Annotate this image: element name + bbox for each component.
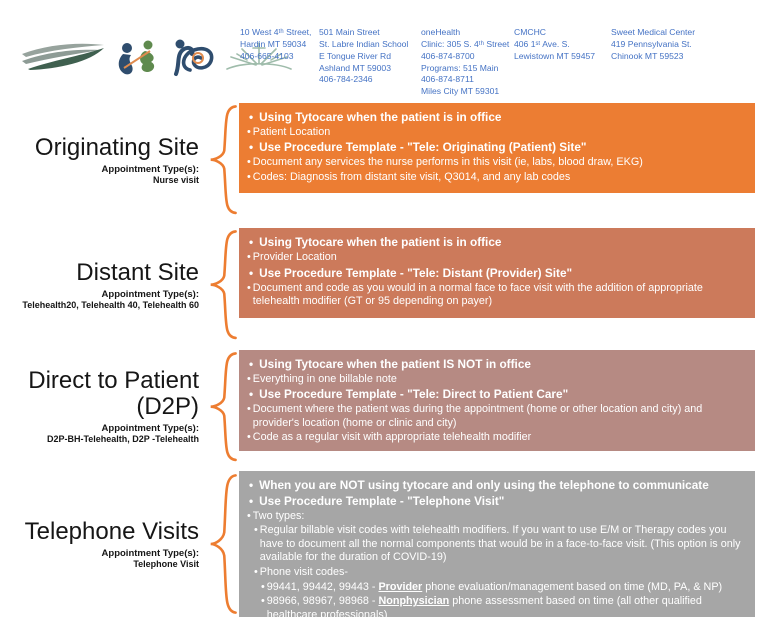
bullet-marker: • [261, 580, 265, 593]
bullet-text: Using Tytocare when the patient IS NOT in office [259, 356, 531, 371]
bullet-text: Use Procedure Template - "Tele: Direct to Patient Care" [259, 387, 569, 402]
bullet-text: Regular billable visit codes with telehealth modifiers. If you want to use E/M or Therapy codes you have to document all the normal components that would be in a face-to-face visit. (This option is only available for the duration of COVID-19) [259, 524, 741, 564]
bullet-item [261, 581, 747, 595]
section-originating-site [0, 103, 755, 216]
address-line: 419 Pennsylvania St. [611, 38, 692, 49]
bullet-item [247, 251, 747, 265]
bullet-text: Using Tytocare when the patient is in office [259, 235, 502, 250]
bullet-text: Everything in one billable note [252, 372, 397, 385]
bullet-segment: Nonphysician [378, 595, 450, 608]
section-label [0, 471, 205, 617]
brace-icon [205, 103, 239, 216]
bullet-item [247, 403, 747, 430]
appointment-type-label: Appointment Type(s): [101, 423, 199, 435]
bullet-marker: • [249, 493, 254, 508]
brace-icon [205, 350, 239, 463]
swoosh-logo [16, 36, 108, 80]
bullet-item [247, 282, 747, 309]
address-line: Hardin MT 59034 [240, 38, 307, 49]
section-title: Distant Site [76, 259, 199, 287]
bullet-item [247, 357, 747, 372]
bullet-item [254, 524, 747, 565]
section-title: Originating Site [34, 133, 199, 161]
bullet-item [247, 431, 747, 445]
address-line: 501 Main Street [319, 27, 380, 37]
bullet-item [247, 235, 747, 250]
section-label [0, 228, 205, 341]
bullet-marker: • [249, 110, 254, 124]
bullet-segment: 98966, 98967, 98968 - [266, 595, 379, 608]
bullet-segment: phone assessment based on time (all other qualified healthcare professionals) [266, 595, 702, 621]
two-people-logo [115, 36, 161, 80]
bullet-text: When you are NOT using tytocare and only using the telephone to communicate [259, 477, 709, 492]
section-box [239, 471, 755, 621]
bullet-marker: • [249, 477, 254, 492]
bullet-text: Use Procedure Template - "Tele: Distant (Provider) Site" [259, 265, 573, 280]
bullet-segment: 99441, 99442, 99443 - [266, 580, 379, 593]
bullet-marker: • [247, 281, 251, 294]
address-line: 406-665-4103 [240, 50, 294, 61]
bullet-text [267, 581, 722, 595]
bullet-text: Provider Location [252, 251, 337, 264]
bullet-marker: • [247, 402, 251, 415]
address-line: oneHealth [421, 27, 461, 37]
location-address [514, 27, 611, 98]
bullet-marker: • [249, 387, 254, 402]
section-direct-to-patient-d2p [0, 350, 755, 463]
bullet-marker: • [249, 356, 254, 371]
bullet-marker: • [247, 372, 251, 385]
bullet-item [247, 494, 747, 509]
appointment-type-label: Appointment Type(s): [101, 163, 199, 175]
bullet-marker: • [249, 235, 254, 250]
section-box [239, 228, 755, 318]
bullet-item [247, 266, 747, 281]
address-line: Lewistown MT 59457 [514, 50, 596, 61]
section-label [0, 103, 205, 216]
appointment-type-values: Telephone Visit [133, 558, 199, 569]
bullet-marker: • [249, 140, 254, 155]
location-address [319, 27, 421, 98]
address-line: St. Labre Indian School [319, 38, 409, 49]
bullet-text: Two types: [252, 509, 305, 522]
brace-icon [205, 228, 239, 341]
bullet-item [247, 373, 747, 387]
location-address [421, 27, 514, 98]
bullet-text: Use Procedure Template - "Telephone Visit" [259, 493, 505, 508]
address-line: Ashland MT 59003 [319, 62, 391, 73]
bullet-item [247, 387, 747, 402]
bullet-marker: • [254, 524, 258, 537]
brace-icon [205, 471, 239, 617]
bullet-item [254, 566, 747, 580]
appointment-type-values: D2P-BH-Telehealth, D2P -Telehealth [46, 434, 199, 445]
bullet-item [247, 171, 747, 185]
section-label [0, 350, 205, 463]
section-distant-site [0, 228, 755, 341]
bullet-text: Phone visit codes- [259, 566, 349, 579]
bullet-marker: • [247, 509, 251, 522]
location-address [240, 27, 319, 98]
sections [0, 103, 768, 621]
figure-swirl-logo [168, 36, 216, 80]
bullet-text: Document any services the nurse performs in this visit (ie, labs, blood draw, EKG) [252, 156, 643, 169]
bullet-item [247, 126, 747, 140]
bullet-item [247, 510, 747, 524]
header [0, 0, 768, 103]
bullet-marker: • [247, 156, 251, 169]
address-line: Programs: 515 Main [421, 62, 499, 73]
bullet-marker: • [261, 595, 265, 608]
bullet-item [247, 156, 747, 170]
bullet-text: Codes: Diagnosis from distant site visit, Q3014, and any lab codes [252, 170, 571, 183]
bullet-text: Document and code as you would in a normal face to face visit with the addition of appropriate telehealth modifier (GT or 95 depending on payer) [252, 281, 703, 308]
appointment-type-label: Appointment Type(s): [101, 288, 199, 300]
bullet-item [261, 595, 747, 622]
address-line: Sweet Medical Center [611, 27, 696, 37]
section-telephone-visits [0, 471, 755, 621]
section-title: Telephone Visits [24, 518, 199, 546]
bullet-segment: Provider [378, 580, 423, 593]
bullet-text: Patient Location [252, 125, 331, 138]
address-line: 406 1ˢᵗ Ave. S. [514, 38, 570, 49]
bullet-marker: • [247, 431, 251, 444]
bullet-item [247, 478, 747, 493]
bullet-item [247, 110, 747, 125]
address-line: Chinook MT 59523 [611, 50, 684, 61]
bullet-item [247, 140, 747, 155]
bullet-segment: phone evaluation/management based on time (MD, PA, & NP) [422, 580, 723, 593]
appointment-type-values: Telehealth20, Telehealth 40, Telehealth 60 [22, 299, 199, 310]
address-line: Miles City MT 59301 [421, 86, 500, 97]
bullet-marker: • [247, 125, 251, 138]
appointment-type-values: Nurse visit [152, 174, 199, 185]
section-title: Direct to Patient (D2P) [28, 367, 199, 421]
address-line: 10 West 4ᵗʰ Street, [240, 27, 312, 37]
address-line: 406-784-2346 [319, 74, 373, 85]
address-line: CMCHC [514, 27, 546, 37]
bullet-text [267, 595, 747, 622]
bullet-marker: • [247, 251, 251, 264]
bullet-text: Using Tytocare when the patient is in office [259, 110, 502, 124]
address-line: Clinic: 305 S. 4ᵗʰ Street [421, 38, 510, 49]
appointment-type-label: Appointment Type(s): [101, 547, 199, 559]
address-line: 406-874-8700 [421, 50, 475, 61]
section-box [239, 350, 755, 451]
location-addresses [240, 27, 733, 98]
address-line: E Tongue River Rd [319, 50, 391, 61]
bullet-text: Use Procedure Template - "Tele: Originating (Patient) Site" [259, 140, 587, 155]
bullet-marker: • [249, 265, 254, 280]
bullet-text: Document where the patient was during the appointment (home or other location and city) and provider's location (home or clinic and city) [252, 402, 703, 429]
section-box [239, 103, 755, 193]
bullet-marker: • [247, 170, 251, 183]
address-line: 406-874-8711 [421, 74, 474, 85]
bullet-text: Code as a regular visit with appropriate telehealth modifier [252, 431, 532, 444]
location-address [611, 27, 733, 98]
bullet-marker: • [254, 566, 258, 579]
